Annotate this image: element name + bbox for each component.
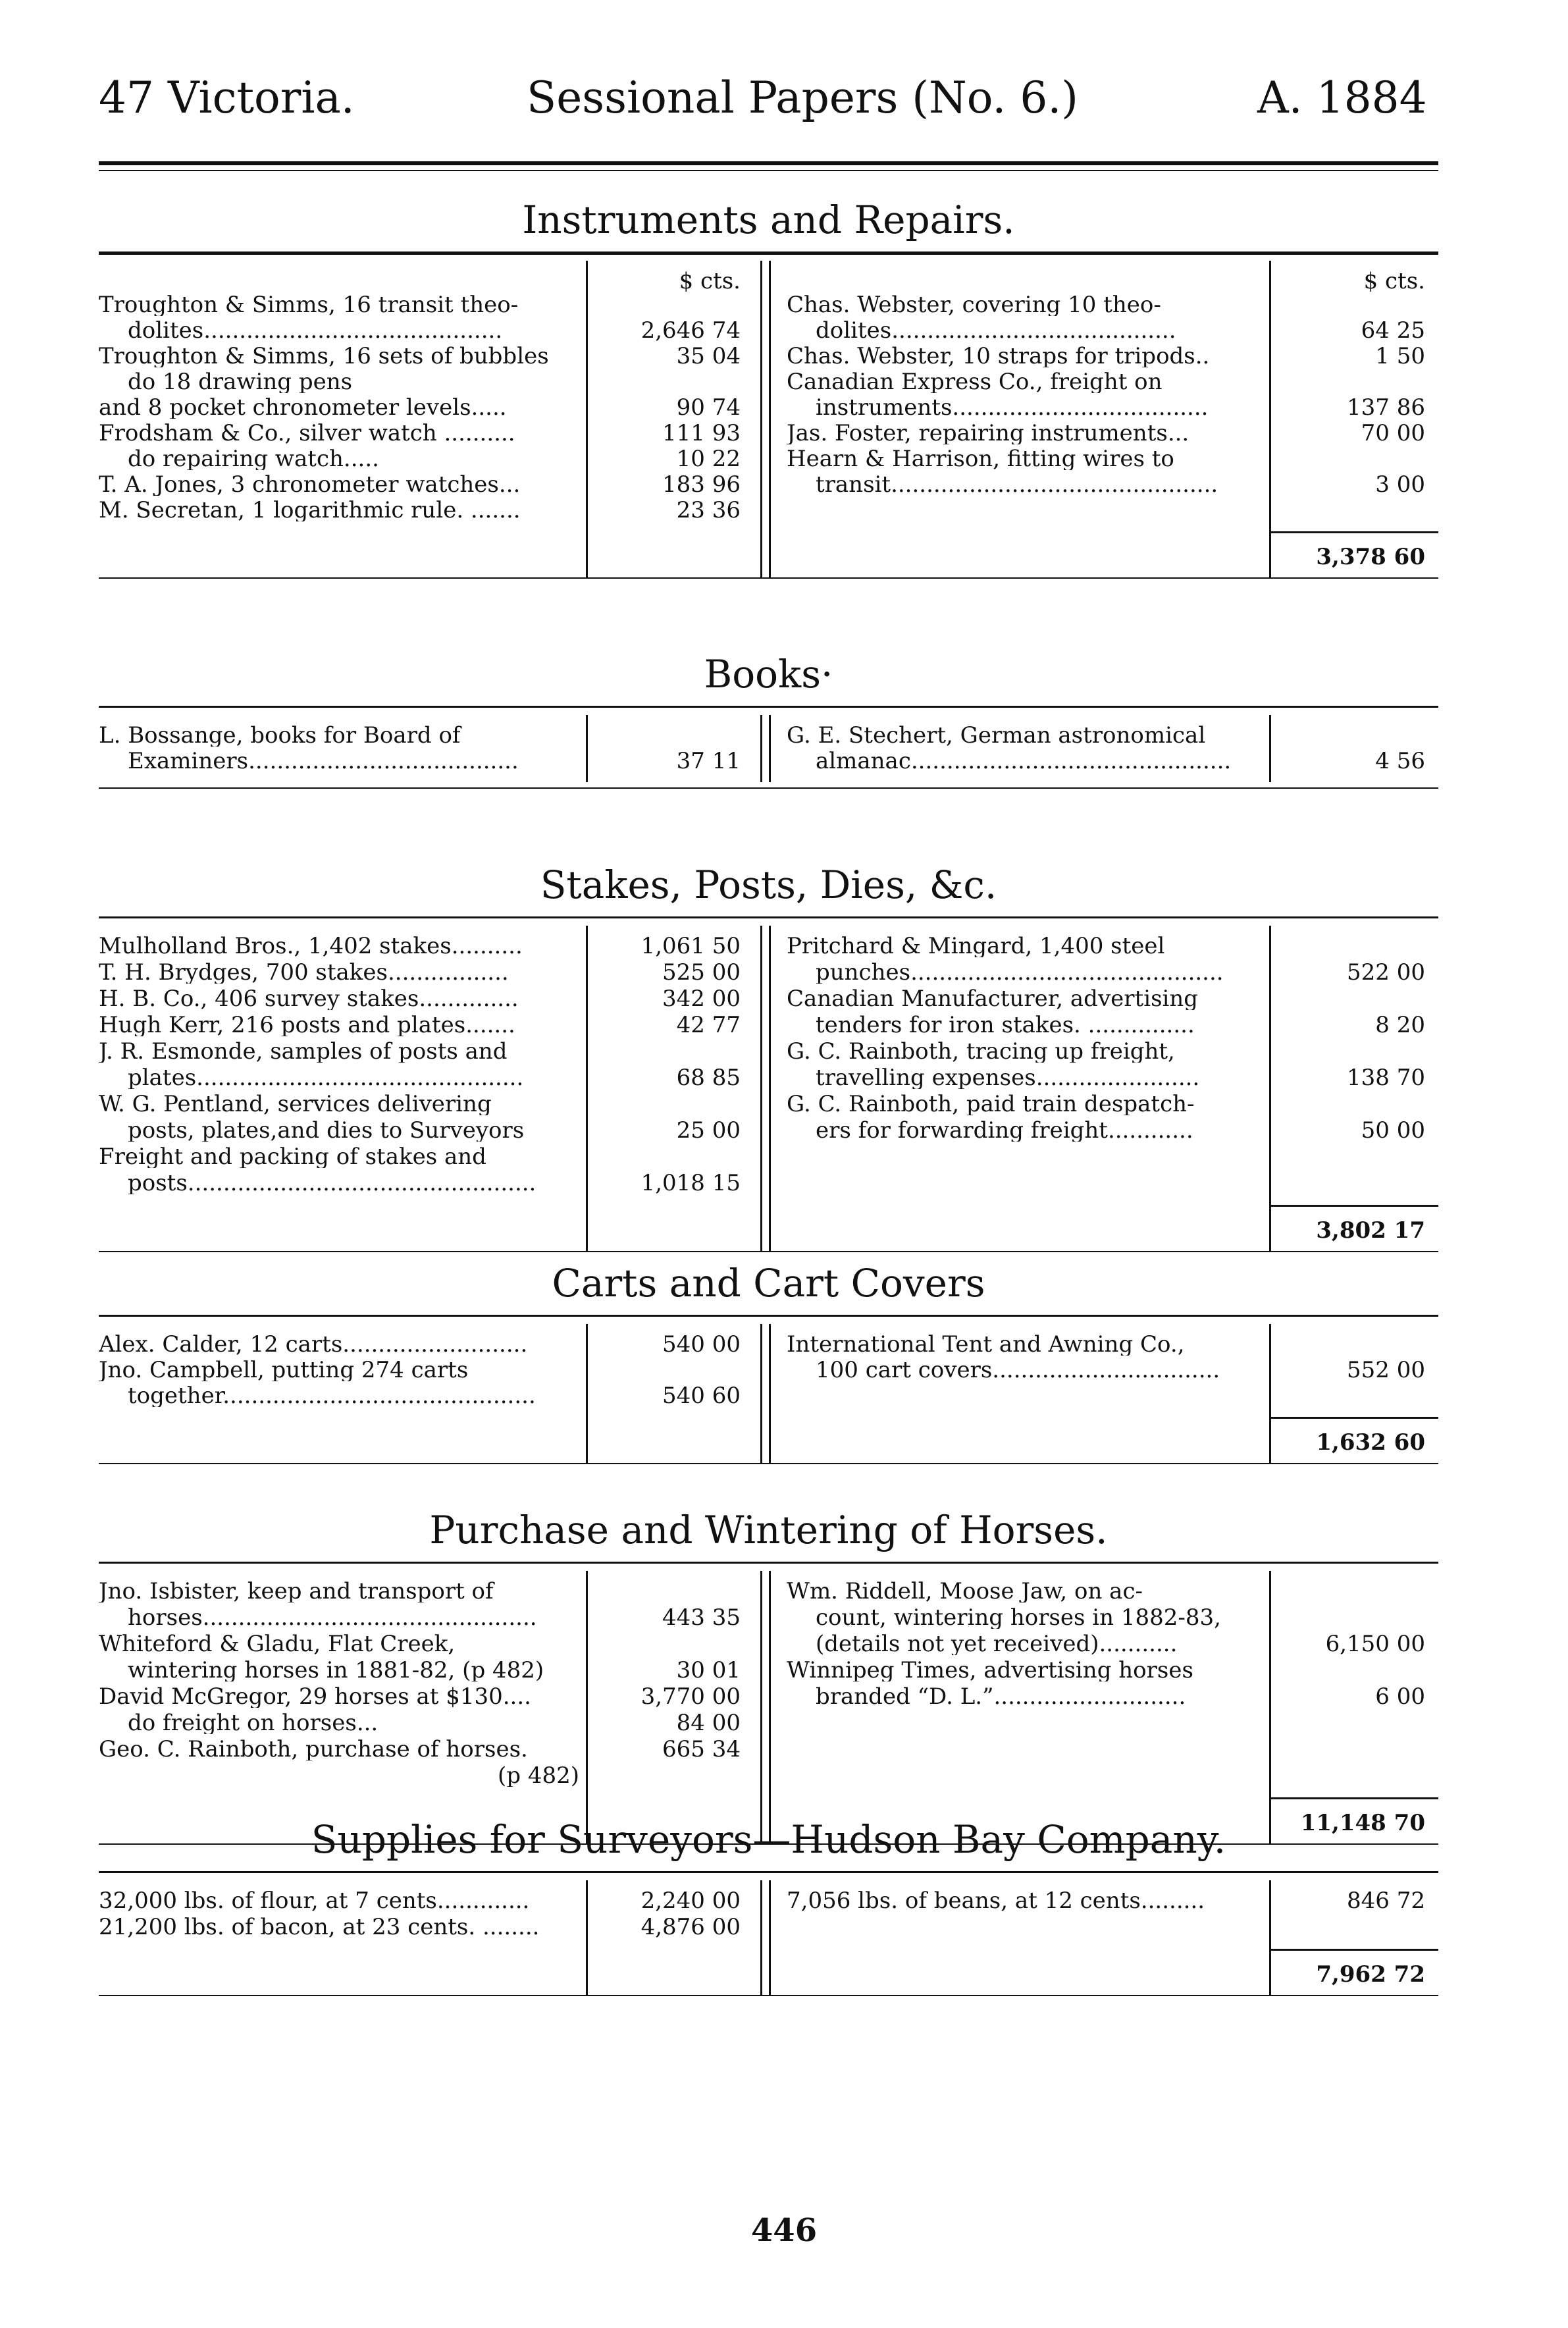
unit-header: $ cts. xyxy=(679,268,741,294)
entry-amount: 1,018 15 xyxy=(640,1170,741,1196)
entry-text: branded “D. L.”........................... xyxy=(816,1685,1186,1708)
column-divider xyxy=(769,715,771,782)
entry-amount: 342 00 xyxy=(662,986,741,1012)
page-number: 446 xyxy=(750,2212,818,2249)
unit-header: $ cts. xyxy=(1363,268,1425,294)
entry-text: J. R. Esmonde, samples of posts and xyxy=(99,1040,508,1063)
section-total: 3,802 17 xyxy=(1316,1217,1425,1244)
column-divider xyxy=(769,1880,771,1995)
entry-text: wintering horses in 1881-82, (p 482) xyxy=(128,1659,544,1681)
entry-text: (p 482) xyxy=(498,1764,579,1787)
entry-amount: 30 01 xyxy=(676,1657,741,1683)
section-rule xyxy=(99,1562,1438,1564)
entry-amount: 23 36 xyxy=(676,497,741,523)
entry-text: dolites.......................................... xyxy=(128,319,503,342)
total-rule xyxy=(1269,1205,1438,1207)
entry-text: Canadian Manufacturer, advertising xyxy=(787,988,1199,1010)
section-end-rule xyxy=(99,577,1438,579)
column-divider xyxy=(760,1324,762,1463)
section-title: Purchase and Wintering of Horses. xyxy=(429,1508,1108,1552)
column-divider xyxy=(760,261,762,577)
entry-amount: 3 00 xyxy=(1375,471,1425,498)
entry-amount: 1 50 xyxy=(1375,343,1425,369)
column-divider xyxy=(586,1880,588,1995)
entry-text: Jno. Campbell, putting 274 carts xyxy=(99,1359,469,1381)
column-divider xyxy=(760,1571,762,1843)
entry-amount: 64 25 xyxy=(1361,317,1425,344)
entry-amount: 183 96 xyxy=(662,471,741,498)
entry-amount: 8 20 xyxy=(1375,1012,1425,1038)
total-rule xyxy=(1269,1797,1438,1799)
column-divider xyxy=(1269,715,1271,782)
header-rule-thin xyxy=(99,170,1438,171)
total-rule xyxy=(1269,1949,1438,1951)
column-divider xyxy=(769,926,771,1251)
entry-text: Examiners...................................... xyxy=(128,750,519,772)
column-divider xyxy=(586,715,588,782)
entry-text: do 18 drawing pens xyxy=(128,371,353,393)
entry-text: instruments.................................... xyxy=(816,396,1209,419)
section-end-rule xyxy=(99,1995,1438,1996)
entry-text: count, wintering horses in 1882-83, xyxy=(816,1606,1221,1629)
entry-amount: 25 00 xyxy=(676,1117,741,1144)
column-divider xyxy=(760,926,762,1251)
entry-amount: 552 00 xyxy=(1347,1357,1425,1383)
entry-text: T. H. Brydges, 700 stakes................. xyxy=(99,961,509,984)
entry-text: Troughton & Simms, 16 sets of bubbles xyxy=(99,345,549,367)
entry-text: W. G. Pentland, services delivering xyxy=(99,1093,492,1115)
column-divider xyxy=(586,1324,588,1463)
entry-text: travelling expenses....................... xyxy=(816,1067,1200,1089)
entry-amount: 1,061 50 xyxy=(640,933,741,959)
entry-amount: 90 74 xyxy=(676,394,741,421)
section-total: 11,148 70 xyxy=(1300,1810,1425,1836)
column-divider xyxy=(769,1571,771,1843)
header-left: 47 Victoria. xyxy=(99,72,355,123)
section-title: Supplies for Surveyors—Hudson Bay Company. xyxy=(311,1817,1226,1862)
column-divider xyxy=(769,261,771,577)
entry-text: posts................................................. xyxy=(128,1172,536,1194)
entry-text: ers for forwarding freight............ xyxy=(816,1119,1193,1142)
entry-text: Geo. C. Rainboth, purchase of horses. xyxy=(99,1738,528,1760)
entry-text: horses............................................... xyxy=(128,1606,537,1629)
entry-text: together............................................ xyxy=(128,1385,536,1407)
entry-amount: 4,876 00 xyxy=(640,1914,741,1940)
entry-amount: 540 00 xyxy=(662,1331,741,1358)
entry-amount: 443 35 xyxy=(662,1604,741,1631)
section-title: Instruments and Repairs. xyxy=(522,198,1015,242)
entry-text: T. A. Jones, 3 chronometer watches... xyxy=(99,473,521,496)
entry-amount: 2,646 74 xyxy=(640,317,741,344)
entry-amount: 2,240 00 xyxy=(640,1888,741,1914)
entry-text: G. C. Rainboth, paid train despatch- xyxy=(787,1093,1195,1115)
entry-text: almanac............................................. xyxy=(816,750,1232,772)
header-rule-thick xyxy=(99,161,1438,165)
section-total: 7,962 72 xyxy=(1316,1961,1425,1988)
entry-text: Jas. Foster, repairing instruments... xyxy=(787,422,1189,444)
section-rule xyxy=(99,1871,1438,1873)
entry-amount: 6 00 xyxy=(1375,1683,1425,1710)
entry-text: Troughton & Simms, 16 transit theo- xyxy=(99,294,519,316)
entry-amount: 138 70 xyxy=(1347,1065,1425,1091)
entry-text: Pritchard & Mingard, 1,400 steel xyxy=(787,935,1165,957)
entry-amount: 846 72 xyxy=(1347,1888,1425,1914)
entry-text: Canadian Express Co., freight on xyxy=(787,371,1163,393)
section-rule xyxy=(99,251,1438,255)
entry-text: L. Bossange, books for Board of xyxy=(99,724,461,747)
entry-text: Frodsham & Co., silver watch .......... xyxy=(99,422,515,444)
entry-text: transit.............................................. xyxy=(816,473,1218,496)
entry-text: 32,000 lbs. of flour, at 7 cents............. xyxy=(99,1890,530,1912)
entry-text: 100 cart covers................................ xyxy=(816,1359,1220,1381)
entry-amount: 68 85 xyxy=(676,1065,741,1091)
entry-amount: 50 00 xyxy=(1361,1117,1425,1144)
section-rule xyxy=(99,916,1438,918)
total-rule xyxy=(1269,1417,1438,1419)
column-divider xyxy=(586,1571,588,1843)
entry-text: Chas. Webster, covering 10 theo- xyxy=(787,294,1161,316)
section-end-rule xyxy=(99,787,1438,789)
column-divider xyxy=(1269,1571,1271,1843)
entry-text: 7,056 lbs. of beans, at 12 cents......... xyxy=(787,1890,1205,1912)
section-total: 3,378 60 xyxy=(1316,544,1425,570)
entry-amount: 6,150 00 xyxy=(1325,1631,1425,1657)
entry-text: do freight on horses... xyxy=(128,1712,379,1734)
column-divider xyxy=(760,1880,762,1995)
entry-text: Winnipeg Times, advertising horses xyxy=(787,1659,1193,1681)
entry-amount: 137 86 xyxy=(1347,394,1425,421)
column-divider xyxy=(586,261,588,577)
entry-amount: 42 77 xyxy=(676,1012,741,1038)
entry-amount: 37 11 xyxy=(676,748,741,774)
section-end-rule xyxy=(99,1463,1438,1464)
entry-amount: 665 34 xyxy=(662,1736,741,1762)
column-divider xyxy=(586,926,588,1251)
entry-text: Hearn & Harrison, fitting wires to xyxy=(787,448,1174,470)
entry-text: David McGregor, 29 horses at $130.... xyxy=(99,1685,531,1708)
entry-text: Wm. Riddell, Moose Jaw, on ac- xyxy=(787,1580,1143,1602)
entry-text: H. B. Co., 406 survey stakes.............. xyxy=(99,988,519,1010)
entry-text: International Tent and Awning Co., xyxy=(787,1333,1185,1356)
column-divider xyxy=(760,715,762,782)
entry-text: Mulholland Bros., 1,402 stakes.......... xyxy=(99,935,523,957)
entry-text: Freight and packing of stakes and xyxy=(99,1146,486,1168)
entry-text: plates.............................................. xyxy=(128,1067,524,1089)
entry-amount: 35 04 xyxy=(676,343,741,369)
entry-text: (details not yet received)........... xyxy=(816,1633,1178,1655)
section-title: Carts and Cart Covers xyxy=(552,1261,985,1306)
entry-text: posts, plates,and dies to Surveyors xyxy=(128,1119,525,1142)
entry-text: G. C. Rainboth, tracing up freight, xyxy=(787,1040,1175,1063)
column-divider xyxy=(1269,261,1271,577)
section-total: 1,632 60 xyxy=(1316,1429,1425,1456)
section-title: Stakes, Posts, Dies, &c. xyxy=(540,862,997,907)
section-rule xyxy=(99,706,1438,708)
entry-text: G. E. Stechert, German astronomical xyxy=(787,724,1206,747)
entry-amount: 525 00 xyxy=(662,959,741,986)
entry-amount: 3,770 00 xyxy=(640,1683,741,1710)
entry-text: Chas. Webster, 10 straps for tripods.. xyxy=(787,345,1210,367)
section-rule xyxy=(99,1315,1438,1317)
entry-text: Whiteford & Gladu, Flat Creek, xyxy=(99,1633,456,1655)
entry-amount: 10 22 xyxy=(676,446,741,472)
section-title: Books· xyxy=(704,652,833,697)
entry-text: M. Secretan, 1 logarithmic rule. ....... xyxy=(99,499,521,521)
entry-amount: 540 60 xyxy=(662,1383,741,1409)
entry-text: and 8 pocket chronometer levels..... xyxy=(99,396,507,419)
entry-amount: 84 00 xyxy=(676,1710,741,1736)
column-divider xyxy=(769,1324,771,1463)
entry-text: dolites........................................ xyxy=(816,319,1176,342)
entry-text: 21,200 lbs. of bacon, at 23 cents. ........ xyxy=(99,1916,540,1938)
header-right: A. 1884 xyxy=(1257,72,1427,123)
section-end-rule xyxy=(99,1251,1438,1252)
entry-text: punches............................................ xyxy=(816,961,1224,984)
column-divider xyxy=(1269,926,1271,1251)
entry-text: tenders for iron stakes. ............... xyxy=(816,1014,1195,1036)
entry-text: Alex. Calder, 12 carts.......................... xyxy=(99,1333,528,1356)
header-center: Sessional Papers (No. 6.) xyxy=(527,72,1079,123)
total-rule xyxy=(1269,531,1438,533)
entry-text: do repairing watch..... xyxy=(128,448,379,470)
entry-amount: 70 00 xyxy=(1361,420,1425,446)
entry-text: Jno. Isbister, keep and transport of xyxy=(99,1580,494,1602)
entry-text: Hugh Kerr, 216 posts and plates....... xyxy=(99,1014,515,1036)
entry-amount: 111 93 xyxy=(662,420,741,446)
entry-amount: 522 00 xyxy=(1347,959,1425,986)
entry-amount: 4 56 xyxy=(1375,748,1425,774)
